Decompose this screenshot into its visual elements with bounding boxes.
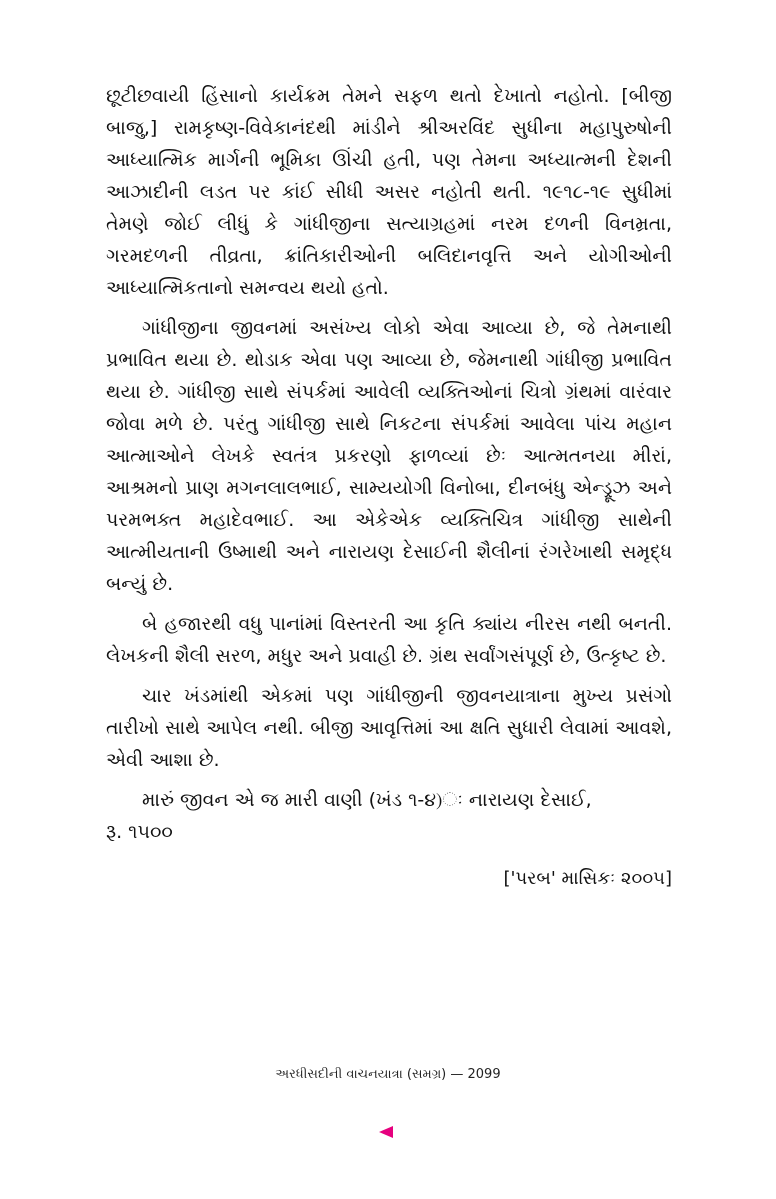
page-body — [106, 80, 672, 894]
back-arrow-icon[interactable] — [379, 1126, 393, 1138]
paragraph-style: બે હજારથી વધુ પાનાંમાં વિસ્તરતી આ કૃતિ ક્યાંય નીરસ નથી બનતી. લેખકની શૈલી સરળ, મધુર અને પ્રવાહી છે. ગ્રંથ સર્વાંગસંપૂર્ણ છે, ઉત્કૃષ્ટ છે. — [106, 613, 672, 667]
book-reference: મારું જીવન એ જ મારી વાણી (ખંડ ૧-૪)ઃ નારાયણ દેસાઈ, — [142, 789, 592, 811]
source-citation: ['પરબ' માસિકઃ ૨૦૦૫] — [503, 868, 672, 889]
page-footer: અરધીસદીની વાચનયાત્રા (સમગ્ર) — 2099 — [275, 1067, 501, 1082]
paragraph-gandhi-contacts: ગાંધીજીના જીવનમાં અસંખ્ય લોકો એવા આવ્યા છે, જે તેમનાથી પ્રભાવિત થયા છે. થોડાક એવા પણ આવ્યા છે, જેમનાથી ગાંધીજી પ્રભાવિત થયા છે. ગાંધીજી સાથે સંપર્કમાં આવેલી વ્યક્તિઓનાં ચિત્રો ગ્રંથમાં વારંવાર જોવા મળે છે. પરંતુ ગાંધીજી સાથે નિકટના સંપર્કમાં આવેલા પાંચ મહાન આત્માઓને લેખકે સ્વતંત્ર પ્રકરણો ફાળવ્યાં છેઃ આત્મતનયા મીરાં, આશ્રમનો પ્રાણ મગનલાલભાઈ, સામ્યયોગી વિનોબા, દીનબંધુ એન્ડ્રૂઝ અને પરમભક્ત મહાદેવભાઈ. આ એકેએક વ્યક્તિચિત્ર ગાંધીજી સાથેની આત્મીયતાની ઉષ્માથી અને નારાયણ દેસાઈની શૈલીનાં રંગરેખાથી સમૃદ્ધ બન્યું છે. — [106, 317, 672, 595]
paragraph-intro: છૂટીછવાયી હિંસાનો કાર્યક્રમ તેમને સફળ થતો દેખાતો નહોતો. [બીજી બાજુ,] રામકૃષ્ણ-વિવેકાનંદથી માંડીને શ્રીઅરવિંદ સુધીના મહાપુરુષોની આધ્યાત્મિક માર્ગની ભૂમિકા ઊંચી હતી, પણ તેમના અધ્યાત્મની દેશની આઝાદીની લડત પર કાંઈ સીધી અસર નહોતી થતી. ૧૯૧૮-૧૯ સુધીમાં તેમણે જોઈ લીધું કે ગાંધીજીના સત્યાગ્રહમાં નરમ દળની વિનમ્રતા, ગરમદળની તીવ્રતા, ક્રાંતિકારીઓની બલિદાનવૃત્તિ અને યોગીઓની આધ્યાત્મિકતાનો સમન્વય થયો હતો. — [106, 85, 672, 299]
paragraph-critique: ચાર ખંડમાંથી એકમાં પણ ગાંધીજીની જીવનયાત્રાના મુખ્ય પ્રસંગો તારીખો સાથે આપેલ નથી. બીજી આવૃત્તિમાં આ ક્ષતિ સુધારી લેવામાં આવશે, એવી આશા છે. — [106, 685, 672, 771]
book-price: રૂ. ૧૫૦૦ — [106, 821, 173, 843]
